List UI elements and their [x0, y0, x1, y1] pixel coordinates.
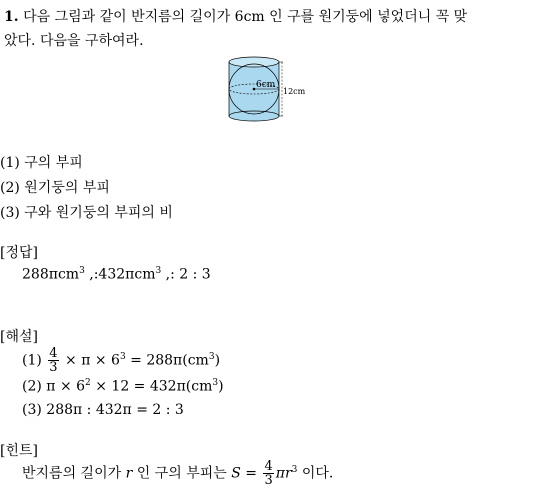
cylinder-figure [220, 54, 310, 126]
answer-1-unit: cm [57, 266, 80, 283]
explanation-step-3 [22, 402, 184, 418]
step3-expr: 288π : 432π = 2 : 3 [46, 402, 184, 418]
step1-label: (1) [22, 352, 42, 369]
explanation-step-2 [22, 378, 224, 395]
step1-result-exp: 3 [208, 351, 215, 362]
hint-tail-var: πr [275, 465, 292, 482]
figure-sphere-in-cylinder [220, 54, 310, 130]
question-2: (2) 원기둥의 부피 [0, 180, 110, 196]
answer-1-exp: 3 [79, 266, 85, 276]
hint-frac-num: 4 [264, 459, 273, 474]
step2-exp: 2 [85, 378, 91, 388]
hint-line [22, 460, 333, 487]
cylinder-bottom [229, 111, 279, 121]
step2-close: ) [218, 378, 224, 395]
hint-eq: = [245, 465, 258, 482]
step2-result-exp: 3 [212, 378, 219, 388]
answer-2-sep: ,: 2 : 3 [161, 266, 211, 283]
answer-2-coef: 432π [98, 266, 135, 283]
radius-label: 6cm [256, 80, 276, 90]
problem-text-2: 았다. 다음을 구하여라. [4, 33, 144, 49]
step1-result: = 288π(cm [130, 352, 209, 369]
answer-header: [정답] [0, 245, 38, 261]
height-label: 12cm [283, 87, 306, 96]
step1-frac-den: 3 [49, 360, 58, 375]
step2-label: (2) [22, 378, 42, 395]
step1-frac-num: 4 [49, 346, 58, 361]
step2-expr: π × 6 [46, 378, 86, 395]
cylinder-top [229, 57, 279, 67]
step1-expr: × π × 6 [65, 352, 120, 369]
explanation-step-1 [22, 347, 220, 374]
hint-var-s: S [231, 465, 241, 482]
hint-pre: 반지름의 길이가 [22, 465, 122, 482]
problem-text-1: 다음 그림과 같이 반지름의 길이가 6cm 인 구를 원기둥에 넣었더니 꼭 맞 [23, 9, 468, 25]
problem-line-1 [4, 6, 467, 26]
problem-number: 1. [4, 9, 19, 25]
step1-fraction [48, 347, 58, 374]
step1-close: ) [214, 352, 221, 369]
explanation-header: [해설] [0, 329, 38, 345]
hint-post: 이다. [301, 465, 334, 482]
step2-rest: × 12 = 432π(cm [95, 378, 213, 395]
answer-1-coef: 288π [22, 266, 58, 283]
answer-2-exp: 3 [155, 266, 162, 276]
question-1: (1) 구의 부피 [0, 155, 83, 171]
step1-exp: 3 [119, 351, 126, 362]
hint-header: [힌트] [0, 443, 38, 459]
hint-fraction [263, 460, 273, 487]
answer-1-sep: ,: [84, 266, 99, 283]
hint-mid: 인 구의 부피는 [136, 465, 227, 482]
hint-frac-den: 3 [264, 473, 273, 488]
question-3: (3) 구와 원기둥의 부피의 비 [0, 205, 173, 221]
answer-line [22, 266, 211, 283]
hint-var-r: r [125, 465, 133, 482]
step3-label: (3) [22, 402, 42, 418]
answer-2-unit: cm [134, 266, 156, 283]
hint-tail-exp: 3 [291, 464, 298, 475]
